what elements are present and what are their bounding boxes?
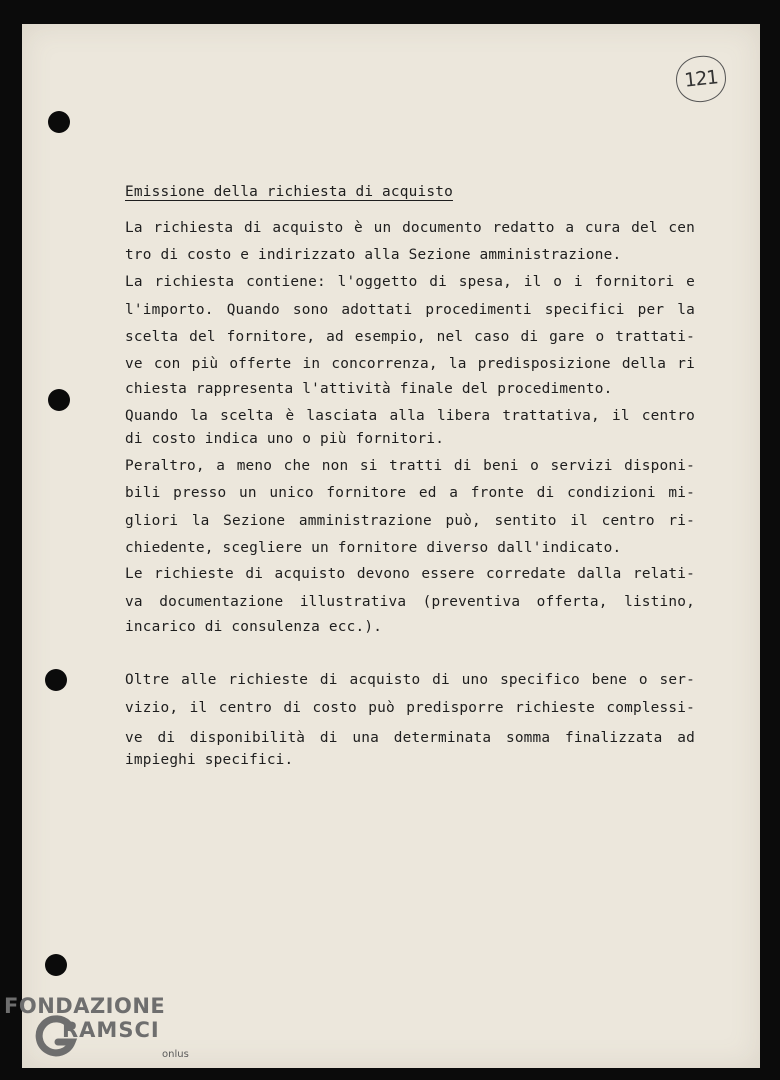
text-line: bili presso un unico fornitore ed a fronte di condizioni mi-: [125, 485, 695, 501]
page-number: 121: [674, 54, 729, 105]
document-page: [22, 24, 760, 1068]
text-line: impieghi specifici.: [125, 752, 294, 768]
text-line: chiesta rappresenta l'attività finale del procedimento.: [125, 381, 613, 397]
text-line: va documentazione illustrativa (preventiva offerta, listino,: [125, 594, 695, 610]
text-line: La richiesta contiene: l'oggetto di spesa, il o i fornitori e: [125, 274, 695, 290]
watermark-suffix: onlus: [162, 1049, 189, 1060]
text-line: chiedente, scegliere un fornitore diverso dall'indicato.: [125, 540, 622, 556]
text-line: l'importo. Quando sono adottati procedimenti specifici per la: [125, 302, 695, 318]
watermark-line1: FONDAZIONE: [4, 994, 166, 1018]
text-line: Peraltro, a meno che non si tratti di beni o servizi disponi-: [125, 458, 695, 474]
text-line: Oltre alle richieste di acquisto di uno specifico bene o ser-: [125, 672, 695, 688]
text-line: Quando la scelta è lasciata alla libera trattativa, il centro: [125, 408, 695, 424]
watermark-line2: RAMSCI: [62, 1018, 160, 1042]
punch-hole: [48, 389, 70, 411]
text-line: ve di disponibilità di una determinata somma finalizzata ad: [125, 730, 695, 746]
text-line: Le richieste di acquisto devono essere corredate dalla relati-: [125, 566, 695, 582]
text-line: vizio, il centro di costo può predisporre richieste complessi-: [125, 700, 695, 716]
page-title: Emissione della richiesta di acquisto: [125, 184, 453, 200]
text-line: incarico di consulenza ecc.).: [125, 619, 383, 635]
punch-hole: [45, 669, 67, 691]
fondazione-gramsci-watermark: [4, 994, 194, 1070]
text-line: tro di costo e indirizzato alla Sezione amministrazione.: [125, 247, 622, 263]
text-line: gliori la Sezione amministrazione può, sentito il centro ri-: [125, 513, 695, 529]
text-line: La richiesta di acquisto è un documento redatto a cura del cen: [125, 220, 695, 236]
punch-hole: [45, 954, 67, 976]
text-line: ve con più offerte in concorrenza, la predisposizione della ri: [125, 356, 695, 372]
text-line: scelta del fornitore, ad esempio, nel caso di gare o trattati-: [125, 329, 695, 345]
text-line: di costo indica uno o più fornitori.: [125, 431, 445, 447]
punch-hole: [48, 111, 70, 133]
